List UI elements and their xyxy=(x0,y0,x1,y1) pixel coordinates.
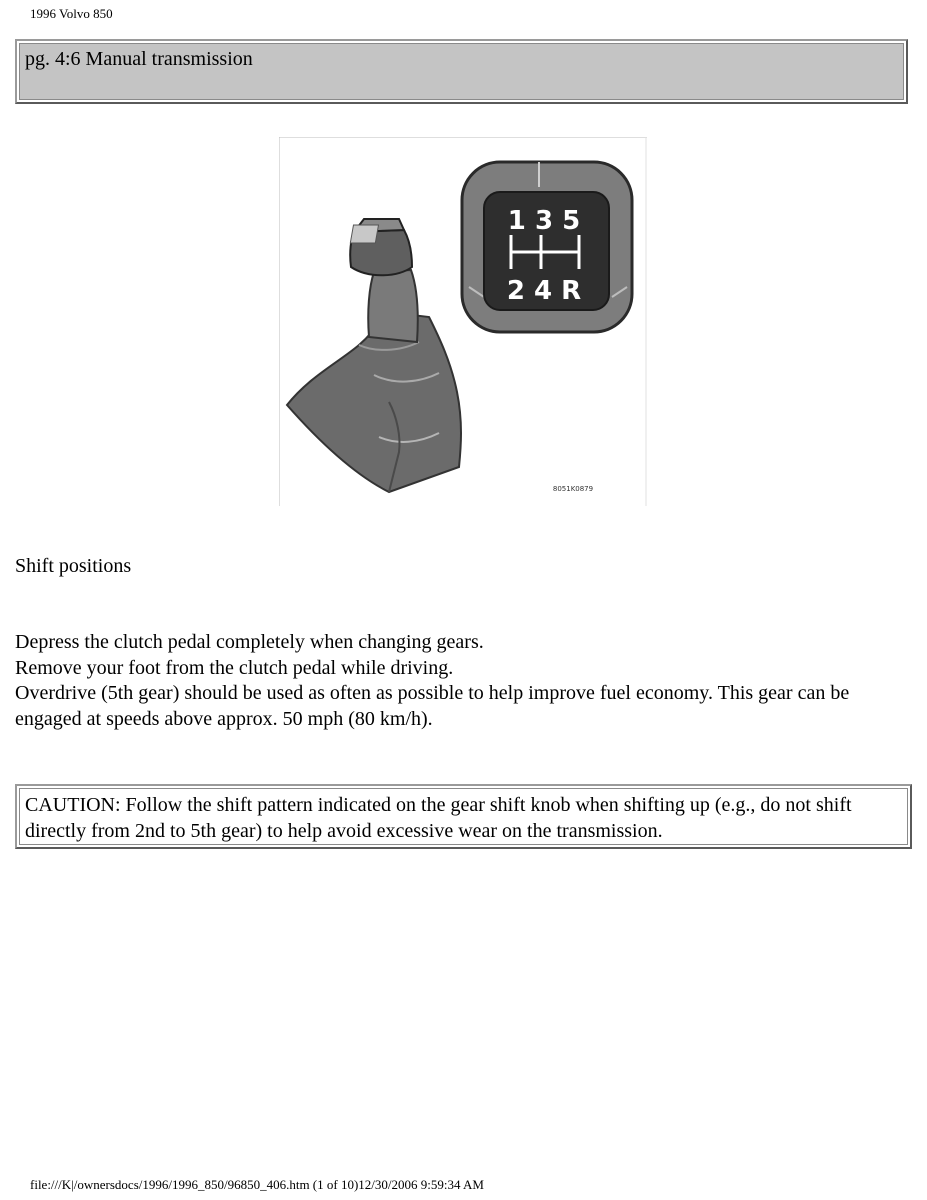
knob-closeup xyxy=(462,162,632,332)
knob-top-row: 1 3 5 xyxy=(507,206,581,236)
document-header: 1996 Volvo 850 xyxy=(30,6,113,21)
figure-caption: Shift positions xyxy=(15,555,132,577)
figure-code: 8051K0879 xyxy=(552,485,594,493)
knob-bottom-row: 2 4 R xyxy=(506,276,582,306)
shift-boot xyxy=(287,312,461,492)
shift-lever xyxy=(350,219,418,342)
caution-box xyxy=(15,784,912,849)
body-line-1: Depress the clutch pedal completely when changing gears. xyxy=(15,631,484,653)
section-title: pg. 4:6 Manual transmission xyxy=(19,43,904,100)
page-footer: file:///K|/ownersdocs/1996/1996_850/96850_406.htm (1 of 10)12/30/2006 9:59:34 AM xyxy=(30,1177,484,1192)
section-title-box xyxy=(15,39,908,104)
gear-shift-illustration xyxy=(279,137,647,506)
body-line-2: Remove your foot from the clutch pedal while driving. xyxy=(15,656,454,679)
caution-text: CAUTION: Follow the shift pattern indicated on the gear shift knob when shifting up (e.g., do not shift directly from 2nd to 5th gear) to help avoid excessive wear on the transmission. xyxy=(19,788,908,845)
body-text xyxy=(15,630,915,732)
body-line-3: Overdrive (5th gear) should be used as often as possible to help improve fuel economy. This gear can be engaged at speeds above approx. 50 mph (80 km/h). xyxy=(15,682,850,730)
